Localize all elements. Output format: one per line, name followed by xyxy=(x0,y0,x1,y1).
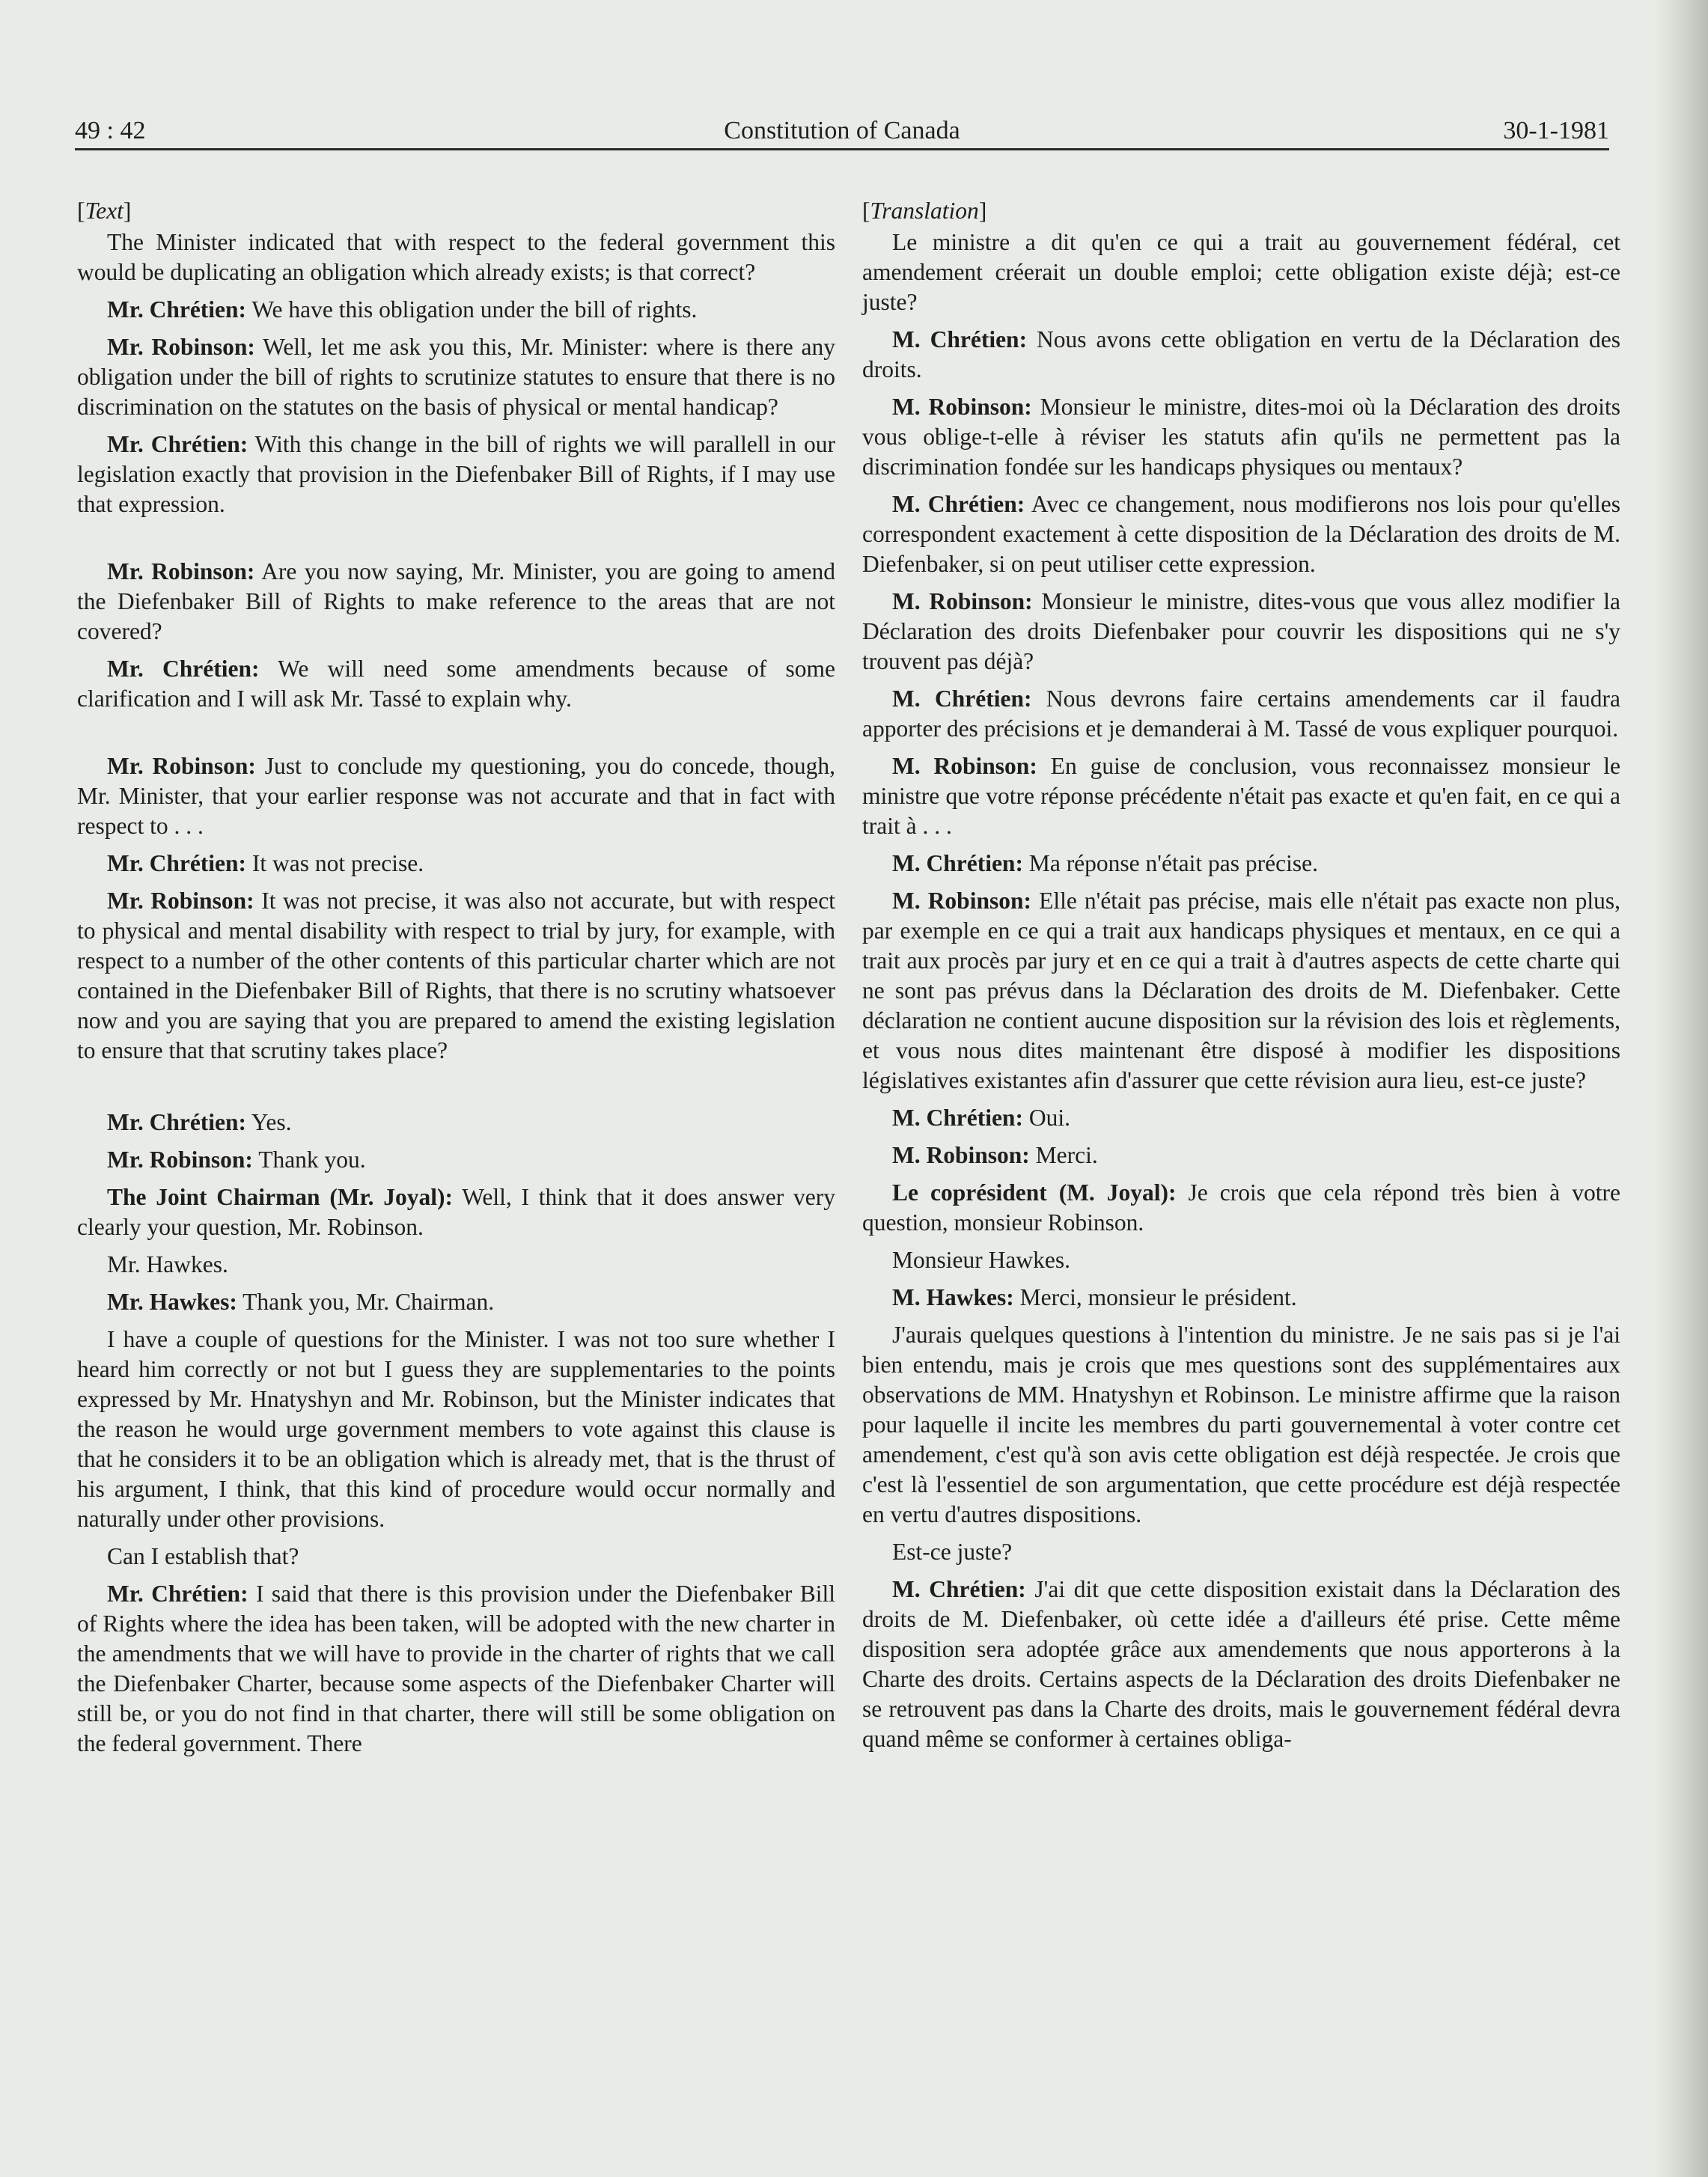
column-tag: [Text] xyxy=(77,198,132,224)
paragraph: M. Chrétien: Nous devrons faire certains amendements car il faudra apporter des précisions et je demanderai à M. Tassé de vous expliquer pourquoi. xyxy=(862,686,1620,742)
paragraph: Can I establish that? xyxy=(107,1543,299,1569)
page-header xyxy=(75,112,1609,151)
header-rule xyxy=(75,148,1609,150)
paragraph: M. Robinson: Monsieur le ministre, dites-vous que vous allez modifier la Déclaration des droits Diefenbaker pour couvrir les dispositions qui ne s'y trouvent pas déjà? xyxy=(862,588,1620,674)
french-column xyxy=(862,196,1620,1762)
column-tag: [Translation] xyxy=(862,198,987,224)
paragraph: Le coprésident (M. Joyal): Je crois que cela répond très bien à votre question, monsieur Robinson. xyxy=(862,1179,1620,1236)
paragraph: M. Robinson: Merci. xyxy=(892,1142,1098,1168)
paragraph: Mr. Chrétien: Yes. xyxy=(107,1109,292,1135)
paragraph: M. Chrétien: Oui. xyxy=(892,1105,1070,1131)
english-column xyxy=(77,196,835,1766)
page-number: 49 : 42 xyxy=(75,117,146,144)
page-date: 30-1-1981 xyxy=(1503,117,1609,144)
paragraph: Monsieur Hawkes. xyxy=(892,1247,1070,1273)
paragraph: Est-ce juste? xyxy=(892,1539,1013,1565)
paragraph: Mr. Hawkes. xyxy=(107,1251,228,1277)
paragraph: Mr. Robinson: Well, let me ask you this, Mr. Minister: where is there any obligation under the bill of rights to scrutinize statutes to ensure that there is no discrimination on the statutes on the basis of physical or mental handicap? xyxy=(77,334,835,420)
paragraph: M. Hawkes: Merci, monsieur le président. xyxy=(892,1284,1297,1310)
paragraph: Mr. Chrétien: It was not precise. xyxy=(107,850,424,876)
paragraph: Le ministre a dit qu'en ce qui a trait au gouvernement fédéral, cet amendement créerait un double emploi; cette obligation existe déjà; est-ce juste? xyxy=(862,229,1620,315)
paragraph: M. Robinson: Elle n'était pas précise, mais elle n'était pas exacte non plus, par exemple en ce qui a trait aux handicaps physiques et mentaux, en ce qui a trait aux procès par jury et en ce qui a trait à d'autres aspects de cette charte qui ne sont pas prévus dans la Déclaration des droits de M. Diefenbaker. Cette déclaration ne contient aucune disposition sur la révision des lois et règlements, et vous nous dites maintenant être disposé à modifier les dispositions législatives existantes afin d'assurer que cette révision aura lieu, est-ce juste? xyxy=(862,888,1620,1093)
paragraph: M. Robinson: Monsieur le ministre, dites-moi où la Déclaration des droits vous oblige-t-elle à réviser les statuts afin qu'ils ne permettent pas la discrimination fondée sur les handicaps physiques ou mentaux? xyxy=(862,394,1620,480)
page-edge-shadow xyxy=(1656,0,1708,2177)
paragraph: M. Robinson: En guise de conclusion, vous reconnaissez monsieur le ministre que votre réponse précédente n'était pas exacte et qu'en fait, en ce qui a trait à . . . xyxy=(862,753,1621,839)
paragraph: M. Chrétien: J'ai dit que cette disposition existait dans la Déclaration des droits de M. Diefenbaker, où cette idée a d'ailleurs été prise. Cette même disposition sera adoptée grâce aux amendements que nous apporterons à la Charte des droits. Certains aspects de la Déclaration des droits Diefenbaker ne se retrouvent pas dans la Charte des droits, mais le gouvernement fédéral devra quand même se conformer à certaines obliga- xyxy=(862,1576,1620,1752)
paragraph: J'aurais quelques questions à l'intention du ministre. Je ne sais pas si je l'ai bien entendu, mais je crois que mes questions sont des supplémentaires aux observations de MM. Hnatyshyn et Robinson. Le ministre affirme que la raison pour laquelle il incite les membres du parti gouvernemental à voter contre cet amendement, c'est qu'à son avis cette obligation est déjà respectée. Je crois que c'est là l'essentiel de son argumentation, que cette procédure est déjà respectée en vertu d'autres dispositions. xyxy=(862,1322,1620,1527)
paragraph: M. Chrétien: Ma réponse n'était pas précise. xyxy=(892,850,1318,876)
paragraph: M. Chrétien: Nous avons cette obligation en vertu de la Déclaration des droits. xyxy=(862,326,1620,382)
paragraph: M. Chrétien: Avec ce changement, nous modifierons nos lois pour qu'elles correspondent exactement à cette disposition de la Déclaration des droits de M. Diefenbaker, si on peut utiliser cette expression. xyxy=(862,491,1620,577)
paragraph: Mr. Robinson: Thank you. xyxy=(107,1146,366,1173)
paragraph: The Minister indicated that with respect to the federal government this would be duplicating an obligation which already exists; is that correct? xyxy=(77,229,835,285)
paragraph: Mr. Chrétien: With this change in the bill of rights we will parallell in our legislation exactly that provision in the Diefenbaker Bill of Rights, if I may use that expression. xyxy=(77,431,835,517)
paragraph: Mr. Chrétien: I said that there is this provision under the Diefenbaker Bill of Rights where the idea has been taken, will be adopted with the new charter in the amendments that we will have to provide in the charter of rights that we call the Diefenbaker Charter, because some aspects of the Diefenbaker Charter will still be, or you do not find in that charter, there will still be some obligation on the federal government. There xyxy=(77,1581,835,1756)
publication-title: Constitution of Canada xyxy=(724,117,960,144)
paragraph: Mr. Chrétien: We will need some amendments because of some clarification and I will ask Mr. Tassé to explain why. xyxy=(77,656,835,712)
paragraph: Mr. Robinson: Just to conclude my questioning, you do concede, though, Mr. Minister, that your earlier response was not accurate and that in fact with respect to . . . xyxy=(77,753,835,839)
paragraph: Mr. Robinson: It was not precise, it was also not accurate, but with respect to physical and mental disability with respect to trial by jury, for example, with respect to a number of the other contents of this particular charter which are not contained in the Diefenbaker Bill of Rights, that there is no scrutiny whatsoever now and you are saying that you are prepared to amend the existing legislation to ensure that that scrutiny takes place? xyxy=(77,888,835,1063)
paragraph: Mr. Robinson: Are you now saying, Mr. Minister, you are going to amend the Diefenbaker Bill of Rights to make reference to the areas that are not covered? xyxy=(77,558,835,644)
paragraph: I have a couple of questions for the Minister. I was not too sure whether I heard him correctly or not but I guess they are supplementaries to the points expressed by Mr. Hnatyshyn and Mr. Robinson, but the Minister indicates that the reason he would urge government members to vote against this clause is that he considers it to be an obligation which is already met, that is the thrust of his argument, I think, that this kind of procedure would occur normally and naturally under other provisions. xyxy=(77,1326,835,1532)
paragraph: The Joint Chairman (Mr. Joyal): Well, I think that it does answer very clearly your question, Mr. Robinson. xyxy=(77,1184,835,1240)
paragraph: Mr. Chrétien: We have this obligation under the bill of rights. xyxy=(107,296,698,323)
paragraph: Mr. Hawkes: Thank you, Mr. Chairman. xyxy=(107,1289,495,1315)
